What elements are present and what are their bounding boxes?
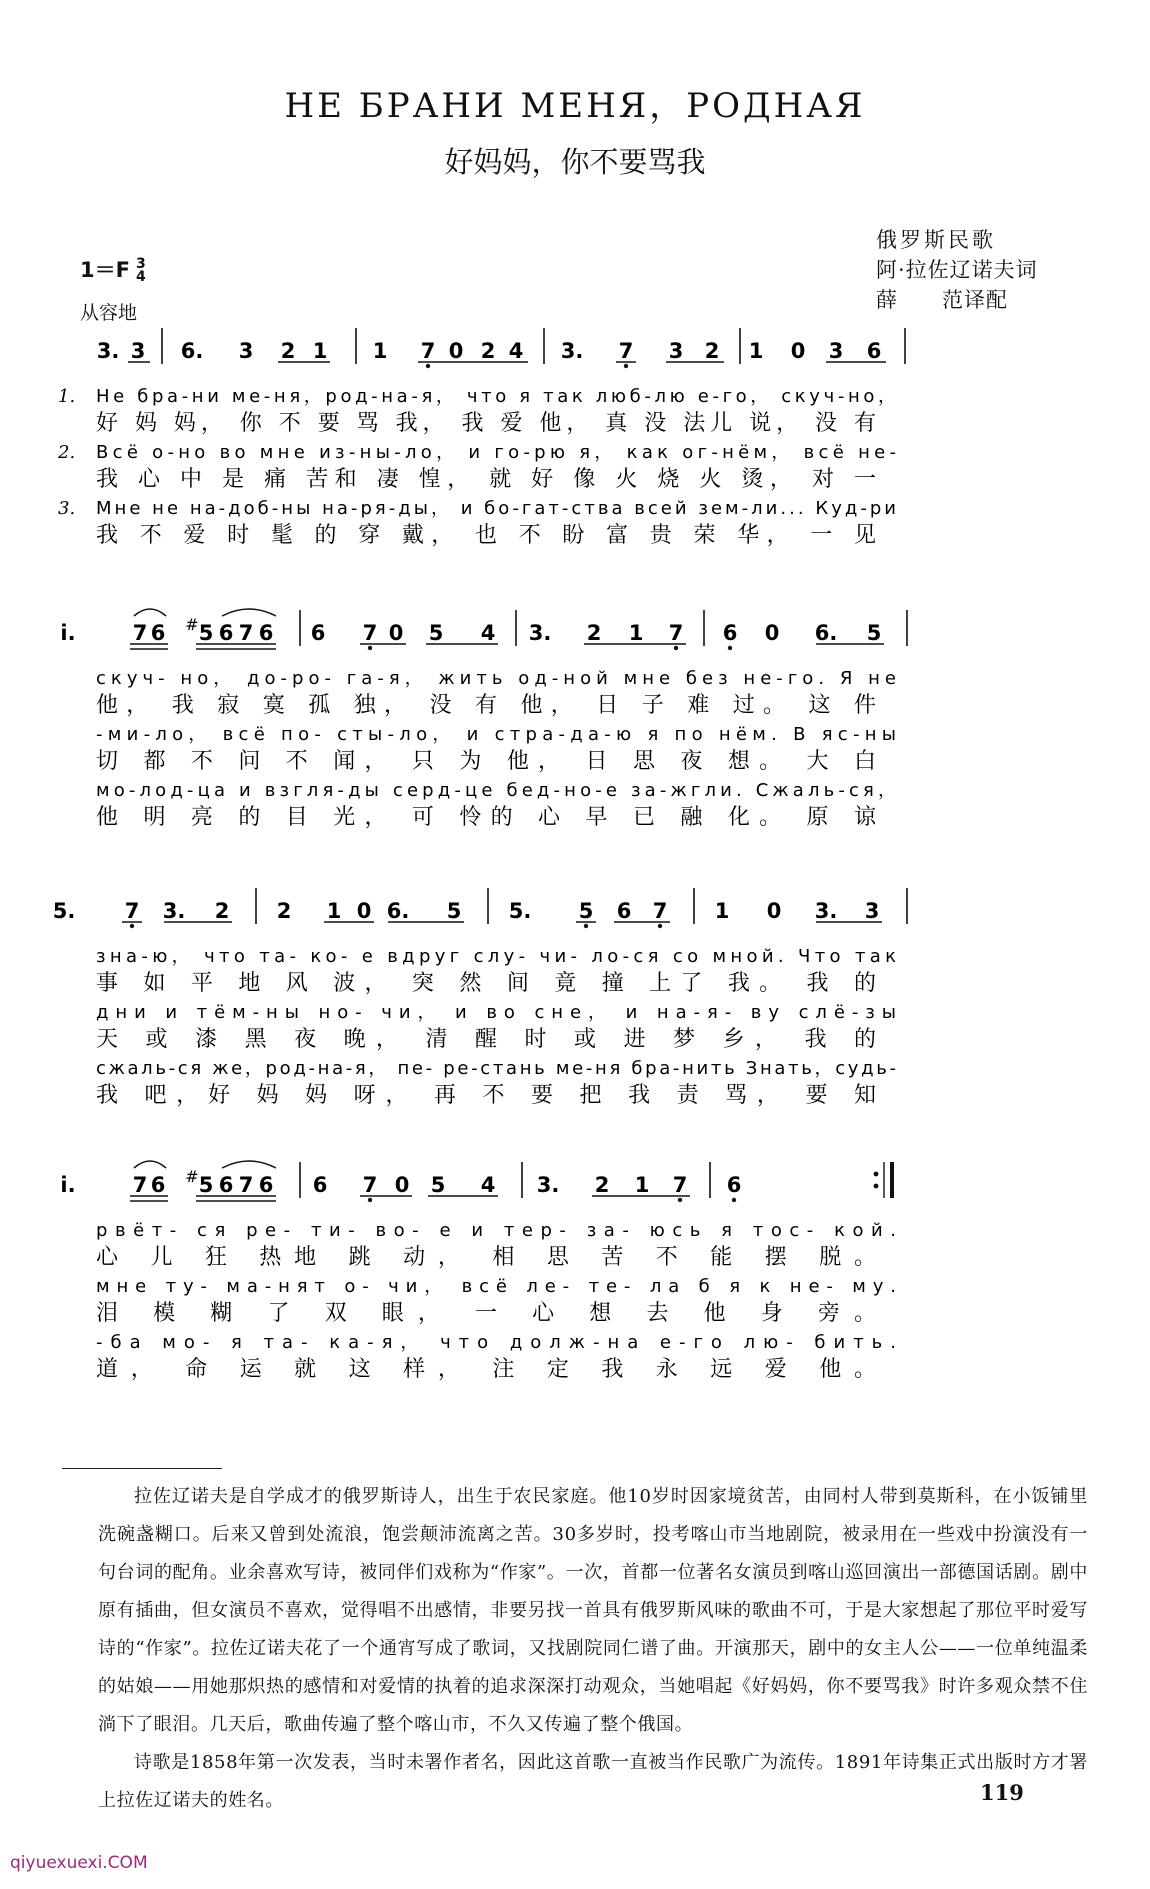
- song-subtitle: 好妈妈，你不要骂我: [444, 145, 706, 179]
- note-3-11: 5: [430, 1173, 446, 1197]
- note-2-7: 0: [356, 899, 372, 923]
- repeat-dot: [874, 1172, 879, 1177]
- note-0-6: 1: [312, 339, 328, 363]
- slur: [222, 1161, 276, 1168]
- note-3-0: i.: [60, 1173, 76, 1197]
- footnote-block: [98, 1478, 1088, 1820]
- lyric-zh-1-1: 他， 我 寂 寞 孤 独， 没 有 他， 日 子 难 过。 这 件: [96, 693, 876, 718]
- note-0-19: 1: [748, 339, 764, 363]
- note-1-3: 5: [198, 621, 214, 645]
- note-1-22: 5: [866, 621, 882, 645]
- note-0-0: 3.: [96, 339, 120, 363]
- lyric-zh-3-1: 心 儿 狂 热地 跳 动， 相 思 苦 不 能 摆 脱。: [96, 1245, 876, 1270]
- note-1-4: 6: [218, 621, 234, 645]
- lyric-zh-3-5: 道， 命 运 就 这 样， 注 定 我 永 远 爱 他。: [96, 1357, 876, 1382]
- note-3-10: 0: [394, 1173, 410, 1197]
- low-octave-dot: [732, 1198, 736, 1202]
- lyric-zh-2-1: 事 如 平 地 风 波， 突 然 间 竟 撞 上了 我。 我 的: [96, 971, 876, 996]
- lyric-ru-3-2: мне ту- ма-нят о- чи， всё ле- те- ла б я к не- му.: [96, 1276, 897, 1297]
- note-1-21: 6.: [814, 621, 838, 645]
- footnote-paragraph-2: 诗歌是1858年第一次发表，当时未署作者名，因此这首歌一直被当作民歌广为流传。1891年诗集正式出版时方才署上拉佐辽诺夫的姓名。: [98, 1752, 1088, 1811]
- note-0-21: 3: [828, 339, 844, 363]
- note-1-17: 7: [668, 621, 684, 645]
- note-0-14: 3.: [560, 339, 584, 363]
- credit-origin: 俄罗斯民歌: [876, 228, 996, 252]
- lyric-zh-1-5: 他 明 亮 的 目 光， 可 怜的 心 早 已 融 化。 原 谅: [96, 805, 876, 830]
- slur: [134, 1161, 166, 1168]
- note-1-10: 0: [388, 621, 404, 645]
- sharp-accidental: #: [185, 615, 199, 634]
- credit-translator: 薛 范译配: [876, 288, 1008, 312]
- key-label: 1＝F: [80, 258, 130, 282]
- note-1-8: 6: [310, 621, 326, 645]
- lyric-ru-0-0: Не бра-ни ме-ня，род-на-я， что я так люб-лю е-го， скуч-но，: [96, 386, 897, 407]
- note-3-17: 7: [672, 1173, 688, 1197]
- note-1-2: 6: [150, 621, 166, 645]
- note-2-17: 0: [766, 899, 782, 923]
- lyric-ru-3-0: рвёт- ся ре- ти- во- е и тер- за- юсь я тос- кой.: [96, 1220, 897, 1241]
- note-0-4: 3: [238, 339, 254, 363]
- note-0-12: 4: [508, 339, 524, 363]
- low-octave-dot: [624, 364, 628, 368]
- note-3-15: 2: [594, 1173, 610, 1197]
- lyric-ru-0-2: Всё о-но во мне из-ны-ло， и го-рю я， как ог-нём， всё не-: [96, 442, 896, 463]
- note-2-8: 6.: [386, 899, 410, 923]
- lyric-zh-3-3: 泪 模 糊 了 双 眼， 一 心 想 去 他 身 旁。: [96, 1301, 876, 1326]
- note-1-5: 7: [238, 621, 254, 645]
- note-2-16: 1: [714, 899, 730, 923]
- note-1-11: 5: [428, 621, 444, 645]
- verse-number: 2.: [58, 442, 76, 463]
- note-1-6: 6: [258, 621, 274, 645]
- note-2-12: 5: [578, 899, 594, 923]
- note-1-20: 0: [764, 621, 780, 645]
- slur: [134, 609, 166, 616]
- note-0-1: 3: [130, 339, 146, 363]
- time-denominator: 4: [135, 269, 146, 285]
- low-octave-dot: [368, 1198, 372, 1202]
- lyric-ru-2-0: зна-ю， что та- ко- е вдруг слу- чи- ло-ся со мной. Что так: [96, 946, 896, 967]
- note-3-3: 5: [198, 1173, 214, 1197]
- note-2-2: 3.: [162, 899, 186, 923]
- lyric-ru-2-2: дни и тём-ны но- чи， и во сне， и на-я- ву слё-зы: [96, 1002, 896, 1023]
- note-2-18: 3.: [814, 899, 838, 923]
- note-3-6: 6: [258, 1173, 274, 1197]
- sharp-accidental: #: [185, 1167, 199, 1186]
- note-2-14: 7: [652, 899, 668, 923]
- note-3-1: 7: [132, 1173, 148, 1197]
- note-0-8: 1: [372, 339, 388, 363]
- note-0-3: 6.: [180, 339, 204, 363]
- note-3-2: 6: [150, 1173, 166, 1197]
- note-3-9: 7: [362, 1173, 378, 1197]
- note-3-8: 6: [312, 1173, 328, 1197]
- low-octave-dot: [674, 646, 678, 650]
- note-1-9: 7: [362, 621, 378, 645]
- lyric-zh-0-1: 好 妈 妈， 你 不 要 骂 我， 我 爱 他， 真 没 法儿 说， 没 有: [96, 411, 877, 436]
- verse-number: 1.: [58, 386, 76, 407]
- note-3-5: 7: [238, 1173, 254, 1197]
- note-3-12: 4: [480, 1173, 496, 1197]
- low-octave-dot: [130, 924, 134, 928]
- note-1-0: i.: [60, 621, 76, 645]
- note-2-19: 3: [864, 899, 880, 923]
- credit-lyricist: 阿·拉佐辽诺夫词: [876, 258, 1038, 282]
- note-2-3: 2: [214, 899, 230, 923]
- note-2-0: 5.: [52, 899, 76, 923]
- note-0-17: 2: [704, 339, 720, 363]
- note-0-9: 7: [420, 339, 436, 363]
- note-1-14: 3.: [528, 621, 552, 645]
- tempo-marking: 从容地: [80, 302, 138, 324]
- low-octave-dot: [658, 924, 662, 928]
- lyric-zh-0-3: 我 心 中 是 痛 苦和 凄 惶， 就 好 像 火 烧 火 烫， 对 一: [96, 467, 876, 492]
- note-0-15: 7: [618, 339, 634, 363]
- lyric-zh-2-3: 天 或 漆 黑 夜 晚， 清 醒 时 或 进 梦 乡， 我 的: [96, 1027, 876, 1052]
- verse-number: 3.: [58, 498, 76, 519]
- note-0-16: 3: [668, 339, 684, 363]
- note-2-1: 7: [124, 899, 140, 923]
- lyric-ru-3-4: -ба мо- я та- ка-я， что долж-на е-го лю- бить.: [96, 1332, 896, 1353]
- note-0-11: 2: [480, 339, 496, 363]
- lyric-ru-0-4: Мне не на-доб-ны на-ря-ды， и бо-гат-ства всей зем-ли... Куд-ри: [96, 498, 896, 519]
- time-numerator: 3: [135, 256, 146, 272]
- lyric-zh-0-5: 我 不 爱 时 髦 的 穿 戴， 也 不 盼 富 贵 荣 华， 一 见: [96, 523, 876, 548]
- low-octave-dot: [368, 646, 372, 650]
- note-3-4: 6: [218, 1173, 234, 1197]
- song-title: НЕ БРАНИ МЕНЯ，РОДНАЯ: [284, 86, 866, 126]
- low-octave-dot: [728, 646, 732, 650]
- note-2-9: 5: [446, 899, 462, 923]
- note-0-20: 0: [790, 339, 806, 363]
- low-octave-dot: [584, 924, 588, 928]
- note-2-6: 1: [326, 899, 342, 923]
- note-1-15: 2: [586, 621, 602, 645]
- low-octave-dot: [426, 364, 430, 368]
- page-number: 119: [980, 1780, 1024, 1805]
- note-2-5: 2: [276, 899, 292, 923]
- note-3-19: 6: [726, 1173, 742, 1197]
- note-1-1: 7: [132, 621, 148, 645]
- footnote-paragraph-1: 拉佐辽诺夫是自学成才的俄罗斯诗人，出生于农民家庭。他10岁时因家境贫苦，由同村人带到莫斯科，在小饭铺里洗碗盏糊口。后来又曾到处流浪，饱尝颠沛流离之苦。30多岁时，投考喀山市当地剧院，被录用在一些戏中扮演没有一句台词的配角。业余喜欢写诗，被同伴们戏称为“作家”。一次，首都一位著名女演员到喀山巡回演出一部德国话剧。剧中原有插曲，但女演员不喜欢，觉得唱不出感情，非要另找一首具有俄罗斯风味的歌曲不可，于是大家想起了那位平时爱写诗的“作家”。拉佐辽诺夫花了一个通宵写成了歌词，又找剧院同仁谱了曲。开演那天，剧中的女主人公——一位单纯温柔的姑娘——用她那炽热的感情和对爱情的执着的追求深深打动观众，当她唱起《好妈妈，你不要骂我》时许多观众禁不住淌下了眼泪。几天后，歌曲传遍了整个喀山市，不久又传遍了整个俄国。: [98, 1486, 1088, 1735]
- note-0-10: 0: [448, 339, 464, 363]
- footnote-rule: [62, 1468, 222, 1469]
- note-3-16: 1: [634, 1173, 650, 1197]
- note-2-13: 6: [616, 899, 632, 923]
- lyric-zh-1-3: 切 都 不 问 不 闻， 只 为 他， 日 思 夜 想。 大 白: [96, 749, 876, 774]
- note-0-5: 2: [280, 339, 296, 363]
- site-watermark: qiyuexuexi.COM: [10, 1853, 148, 1873]
- lyric-ru-1-4: мо-лод-ца и взгля-ды серд-це бед-но-е за-жгли. Сжаль-ся，: [96, 780, 897, 801]
- lyric-ru-1-2: -ми-ло， всё по- сты-ло， и стра-да-ю я по нём. В яс-ны: [96, 724, 896, 745]
- lyric-zh-2-5: 我 吧，好 妈 妈 呀， 再 不 要 把 我 责 骂， 要 知: [96, 1083, 876, 1108]
- note-2-11: 5.: [508, 899, 532, 923]
- lyric-ru-1-0: скуч- но， до-ро- га-я， жить од-ной мне без не-го. Я не: [96, 668, 897, 689]
- slur: [222, 609, 276, 616]
- low-octave-dot: [678, 1198, 682, 1202]
- note-0-22: 6: [866, 339, 882, 363]
- note-1-12: 4: [480, 621, 496, 645]
- lyric-ru-2-4: сжаль-ся же，род-на-я， пе- ре-стань ме-ня бра-нить Знать，судь-: [96, 1058, 896, 1079]
- note-1-16: 1: [628, 621, 644, 645]
- note-1-19: 6: [722, 621, 738, 645]
- repeat-dot: [874, 1184, 879, 1189]
- note-3-14: 3.: [536, 1173, 560, 1197]
